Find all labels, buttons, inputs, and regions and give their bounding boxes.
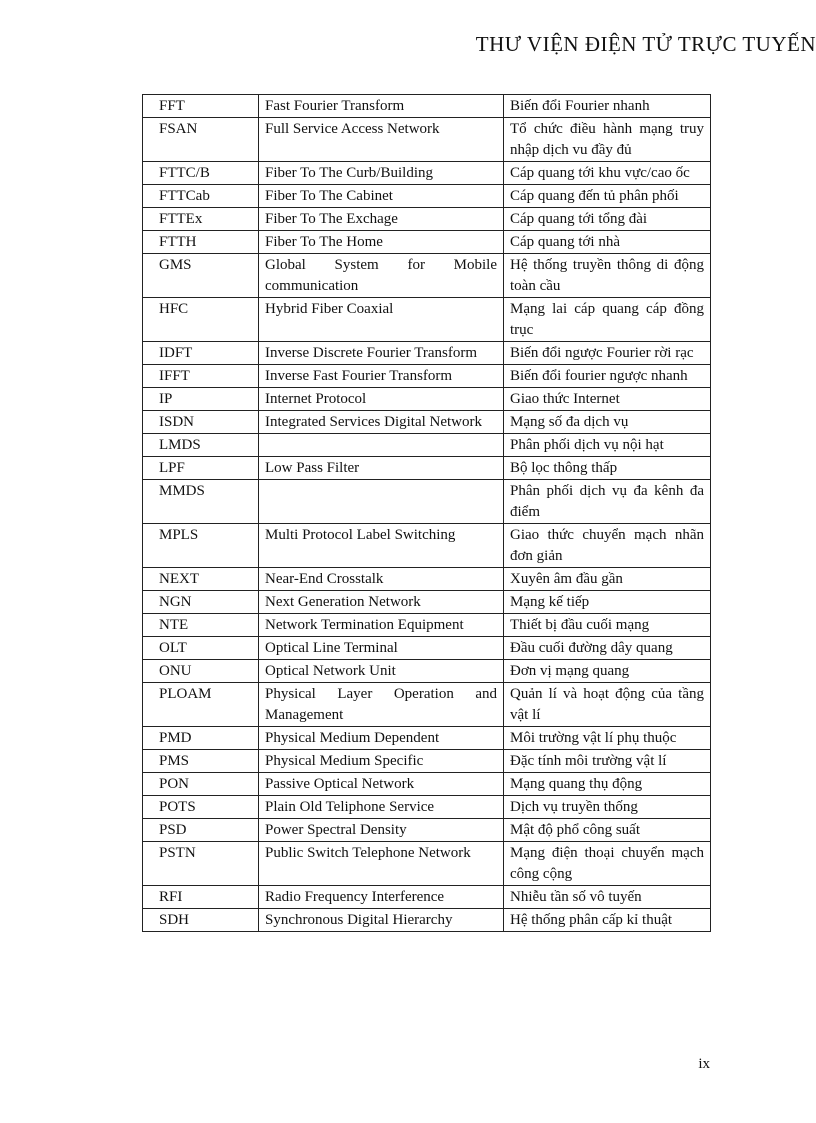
vietnamese-term-cell: Hệ thống phân cấp kỉ thuật: [504, 909, 711, 932]
english-term-cell: Inverse Discrete Fourier Transform: [259, 342, 504, 365]
table-row: [143, 342, 711, 365]
english-term-cell: Radio Frequency Interference: [259, 886, 504, 909]
table-row: [143, 185, 711, 208]
page-header: THƯ VIỆN ĐIỆN TỬ TRỰC TUYẾN: [475, 32, 816, 56]
table-row: [143, 773, 711, 796]
english-term-cell: Plain Old Teliphone Service: [259, 796, 504, 819]
english-term-cell: Fiber To The Exchage: [259, 208, 504, 231]
table-row: [143, 909, 711, 932]
abbreviation-cell: IP: [143, 388, 259, 411]
table-row: [143, 365, 711, 388]
abbreviation-cell: FTTEx: [143, 208, 259, 231]
english-term-cell: Hybrid Fiber Coaxial: [259, 298, 504, 342]
abbreviation-cell: MMDS: [143, 480, 259, 524]
table-row: [143, 388, 711, 411]
abbreviation-cell: PON: [143, 773, 259, 796]
vietnamese-term-cell: Tổ chức điều hành mạng truy nhập dịch vu đầy đủ: [504, 118, 711, 162]
abbreviation-cell: FTTCab: [143, 185, 259, 208]
table-row: [143, 480, 711, 524]
table-row: [143, 231, 711, 254]
vietnamese-term-cell: Biến đổi fourier ngược nhanh: [504, 365, 711, 388]
english-term-cell: Internet Protocol: [259, 388, 504, 411]
abbreviation-cell: GMS: [143, 254, 259, 298]
abbreviation-table-body: [143, 95, 711, 932]
vietnamese-term-cell: Đơn vị mạng quang: [504, 660, 711, 683]
table-row: [143, 683, 711, 727]
abbreviation-table: [142, 94, 711, 932]
abbreviation-cell: HFC: [143, 298, 259, 342]
table-row: [143, 434, 711, 457]
english-term-cell: Optical Network Unit: [259, 660, 504, 683]
vietnamese-term-cell: Mạng số đa dịch vụ: [504, 411, 711, 434]
english-term-cell: Physical Layer Operation and Management: [259, 683, 504, 727]
english-term-cell: Global System for Mobile communication: [259, 254, 504, 298]
english-term-cell: [259, 434, 504, 457]
english-term-cell: Physical Medium Specific: [259, 750, 504, 773]
abbreviation-cell: FFT: [143, 95, 259, 118]
english-term-cell: [259, 480, 504, 524]
english-term-cell: Fast Fourier Transform: [259, 95, 504, 118]
vietnamese-term-cell: Xuyên âm đầu gần: [504, 568, 711, 591]
table-row: [143, 118, 711, 162]
page-number: ix: [698, 1056, 710, 1072]
abbreviation-cell: FSAN: [143, 118, 259, 162]
abbreviation-cell: LPF: [143, 457, 259, 480]
table-row: [143, 254, 711, 298]
table-row: [143, 411, 711, 434]
table-row: [143, 796, 711, 819]
vietnamese-term-cell: Mật độ phổ công suất: [504, 819, 711, 842]
vietnamese-term-cell: Biến đổi Fourier nhanh: [504, 95, 711, 118]
english-term-cell: Fiber To The Home: [259, 231, 504, 254]
english-term-cell: Full Service Access Network: [259, 118, 504, 162]
abbreviation-cell: OLT: [143, 637, 259, 660]
vietnamese-term-cell: Dịch vụ truyền thống: [504, 796, 711, 819]
abbreviation-cell: FTTC/B: [143, 162, 259, 185]
table-row: [143, 819, 711, 842]
vietnamese-term-cell: Mạng kế tiếp: [504, 591, 711, 614]
english-term-cell: Fiber To The Cabinet: [259, 185, 504, 208]
table-row: [143, 208, 711, 231]
vietnamese-term-cell: Hệ thống truyền thông di động toàn cầu: [504, 254, 711, 298]
english-term-cell: Network Termination Equipment: [259, 614, 504, 637]
abbreviation-cell: LMDS: [143, 434, 259, 457]
english-term-cell: Low Pass Filter: [259, 457, 504, 480]
english-term-cell: Fiber To The Curb/Building: [259, 162, 504, 185]
vietnamese-term-cell: Đầu cuối đường dây quang: [504, 637, 711, 660]
table-row: [143, 591, 711, 614]
english-term-cell: Near-End Crosstalk: [259, 568, 504, 591]
abbreviation-cell: IDFT: [143, 342, 259, 365]
vietnamese-term-cell: Mạng điện thoại chuyển mạch công cộng: [504, 842, 711, 886]
abbreviation-cell: FTTH: [143, 231, 259, 254]
table-row: [143, 568, 711, 591]
vietnamese-term-cell: Mạng quang thụ động: [504, 773, 711, 796]
vietnamese-term-cell: Cáp quang tới khu vực/cao ốc: [504, 162, 711, 185]
abbreviation-cell: PSD: [143, 819, 259, 842]
abbreviation-cell: IFFT: [143, 365, 259, 388]
abbreviation-cell: RFI: [143, 886, 259, 909]
table-row: [143, 457, 711, 480]
abbreviation-cell: NGN: [143, 591, 259, 614]
vietnamese-term-cell: Mạng lai cáp quang cáp đồng trục: [504, 298, 711, 342]
vietnamese-term-cell: Giao thức chuyển mạch nhãn đơn giản: [504, 524, 711, 568]
vietnamese-term-cell: Cáp quang tới nhà: [504, 231, 711, 254]
abbreviation-cell: PMD: [143, 727, 259, 750]
abbreviation-cell: SDH: [143, 909, 259, 932]
english-term-cell: Integrated Services Digital Network: [259, 411, 504, 434]
english-term-cell: Public Switch Telephone Network: [259, 842, 504, 886]
table-row: [143, 637, 711, 660]
abbreviation-cell: NTE: [143, 614, 259, 637]
english-term-cell: Next Generation Network: [259, 591, 504, 614]
english-term-cell: Optical Line Terminal: [259, 637, 504, 660]
english-term-cell: Power Spectral Density: [259, 819, 504, 842]
table-row: [143, 727, 711, 750]
vietnamese-term-cell: Nhiễu tần số vô tuyến: [504, 886, 711, 909]
table-row: [143, 660, 711, 683]
vietnamese-term-cell: Phân phối dịch vụ nội hạt: [504, 434, 711, 457]
table-row: [143, 886, 711, 909]
abbreviation-cell: ISDN: [143, 411, 259, 434]
table-row: [143, 614, 711, 637]
abbreviation-cell: ONU: [143, 660, 259, 683]
vietnamese-term-cell: Quản lí và hoạt động của tầng vật lí: [504, 683, 711, 727]
vietnamese-term-cell: Phân phối dịch vụ đa kênh đa điểm: [504, 480, 711, 524]
vietnamese-term-cell: Biến đổi ngược Fourier rời rạc: [504, 342, 711, 365]
table-row: [143, 842, 711, 886]
english-term-cell: Multi Protocol Label Switching: [259, 524, 504, 568]
vietnamese-term-cell: Bộ lọc thông thấp: [504, 457, 711, 480]
abbreviation-cell: PLOAM: [143, 683, 259, 727]
abbreviation-cell: POTS: [143, 796, 259, 819]
vietnamese-term-cell: Thiết bị đầu cuối mạng: [504, 614, 711, 637]
vietnamese-term-cell: Giao thức Internet: [504, 388, 711, 411]
english-term-cell: Physical Medium Dependent: [259, 727, 504, 750]
vietnamese-term-cell: Cáp quang tới tổng đài: [504, 208, 711, 231]
table-row: [143, 95, 711, 118]
abbreviation-cell: NEXT: [143, 568, 259, 591]
vietnamese-term-cell: Cáp quang đến tủ phân phối: [504, 185, 711, 208]
table-row: [143, 750, 711, 773]
english-term-cell: Passive Optical Network: [259, 773, 504, 796]
abbreviation-cell: MPLS: [143, 524, 259, 568]
english-term-cell: Synchronous Digital Hierarchy: [259, 909, 504, 932]
table-row: [143, 524, 711, 568]
abbreviation-cell: PSTN: [143, 842, 259, 886]
table-row: [143, 298, 711, 342]
english-term-cell: Inverse Fast Fourier Transform: [259, 365, 504, 388]
vietnamese-term-cell: Môi trường vật lí phụ thuộc: [504, 727, 711, 750]
table-row: [143, 162, 711, 185]
abbreviation-cell: PMS: [143, 750, 259, 773]
vietnamese-term-cell: Đặc tính môi trường vật lí: [504, 750, 711, 773]
